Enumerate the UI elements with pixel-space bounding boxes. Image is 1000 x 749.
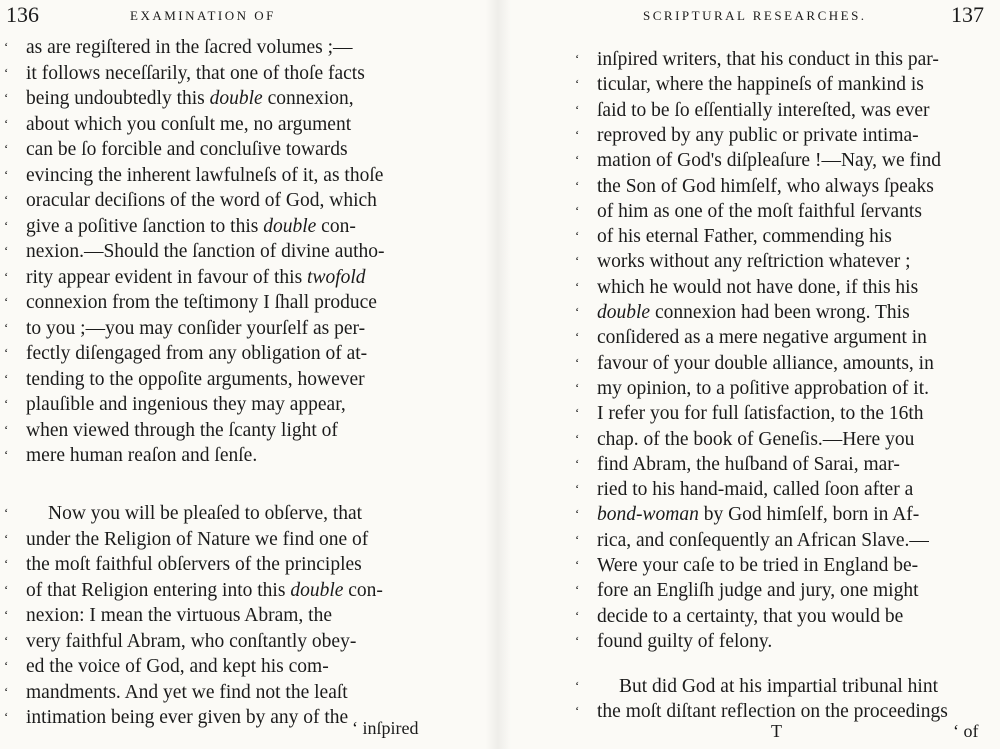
quote-mark: ‘ [4,658,9,673]
text-line: ‘ ed the voice of God, and kept his com- [4,653,329,679]
text-line: ‘ my opinion, to a poſitive approbation of it. [575,375,929,401]
quote-mark: ‘ [575,678,580,693]
text-line: ‘ fectly diſengaged from any obligation of at- [4,340,367,366]
quote-mark: ‘ [575,354,580,370]
text-line: ‘ very faithful Abram, who conſtantly obey- [4,628,356,654]
quote-mark: ‘ [4,319,9,335]
quote-mark: ‘ [4,530,9,546]
quote-mark: ‘ [4,396,9,411]
italic-word: double [263,215,317,237]
quote-mark: ‘ [4,607,9,622]
quote-mark: ‘ [575,481,580,497]
text-line: ‘ chap. of the book of Geneſis.—Here you [575,426,914,452]
text-line: ‘ ticular, where the happineſs of mankind is [575,71,924,97]
quote-mark: ‘ [575,304,580,319]
text-line: ‘ of that Religion entering into this double con- [4,577,383,603]
text-line: ‘ Were your caſe to be tried in England be- [575,552,918,578]
quote-mark: ‘ [575,101,580,117]
quote-mark: ‘ [4,141,9,156]
text-line: ‘ the Son of God himſelf, who always ſpeaks [575,173,934,199]
text-line: ‘ mandments. And yet we find not the leaſt [4,679,348,705]
text-line: ‘ mere human reaſon and ſenſe. [4,442,257,468]
quote-mark: ‘ [575,703,580,719]
quote-mark: ‘ [575,607,580,623]
quote-mark: ‘ [575,632,580,648]
text-line: ‘ the moſt faithful obſervers of the principles [4,551,362,577]
quote-mark: ‘ [4,581,9,597]
quote-mark: ‘ [575,405,580,421]
text-line: ‘ plauſible and ingenious they may appear, [4,391,346,417]
italic-word: bond-woman [597,504,699,526]
running-head: EXAMINATION OF [130,8,276,23]
text-line: ‘ ried to his hand-maid, called ſoon after a [575,476,913,502]
catchword: ‘ inſpired [352,718,419,738]
quote-mark: ‘ [4,556,9,571]
text-line: ‘ of his eternal Father, commending his [575,223,892,249]
quote-mark: ‘ [4,505,9,520]
quote-mark: ‘ [575,126,580,142]
quote-mark: ‘ [4,709,9,724]
italic-word: double [597,302,651,323]
quote-mark: ‘ [4,243,9,258]
quote-mark: ‘ [575,76,580,92]
text-line: ‘ nexion: I mean the virtuous Abram, the [4,602,332,628]
quote-mark: ‘ [575,152,580,168]
quote-mark: ‘ [575,278,580,294]
text-line: ‘ give a poſitive ſanction to this double con- [4,213,356,239]
catchword: ‘ of [953,721,979,741]
text-line: ‘ tending to the oppoſite arguments, however [4,366,365,392]
text-line: ‘ bond-woman by God himſelf, born in Af- [575,501,919,527]
quote-mark: ‘ [575,228,580,244]
quote-mark: ‘ [4,632,9,648]
quote-mark: ‘ [575,202,580,218]
quote-mark: ‘ [4,268,9,284]
right-page [505,0,1000,749]
quote-mark: ‘ [4,447,9,462]
text-line: ‘ under the Religion of Nature we find one of [4,526,368,552]
quote-mark: ‘ [4,683,9,699]
page-number: 136 [6,2,39,27]
text-line: ‘ works without any reſtriction whatever ; [575,248,911,274]
quote-mark: ‘ [4,217,9,233]
quote-mark: ‘ [575,379,580,395]
text-line: ‘ as are regiſtered in the ſacred volumes ;— [4,34,353,60]
quote-mark: ‘ [4,421,9,437]
quote-mark: ‘ [4,345,9,360]
quote-mark: ‘ [4,90,9,105]
quote-mark: ‘ [575,531,580,547]
italic-word: double [290,579,344,601]
text-line: ‘ the moſt diſtant reflection on the proceedings [575,698,948,724]
quote-mark: ‘ [575,51,580,66]
text-line: ‘ But did God at his impartial tribunal hint [575,673,938,699]
quote-mark: ‘ [4,294,9,309]
signature-mark: T [771,721,782,741]
quote-mark: ‘ [575,455,580,471]
text-line: ‘ to you ;—you may conſider yourſelf as per- [4,315,365,341]
text-line: ‘ Now you will be pleaſed to obſerve, that [4,500,362,526]
text-line: ‘ mation of God's diſpleaſure !—Nay, we find [575,147,941,173]
text-line: ‘ rity appear evident in favour of this twofold [4,264,366,290]
quote-mark: ‘ [575,557,580,572]
quote-mark: ‘ [575,253,580,269]
text-line: ‘ favour of your double alliance, amounts, in [575,350,934,376]
text-line: ‘ intimation being ever given by any of the [4,704,348,730]
text-line: ‘ inſpired writers, that his conduct in this par- [575,46,939,72]
text-line: ‘ being undoubtedly this double connexion, [4,85,354,111]
text-line: ‘ conſidered as a mere negative argument in [575,324,927,350]
quote-mark: ‘ [575,430,580,446]
italic-word: double [209,88,263,109]
text-line: ‘ double connexion had been wrong. This [575,299,910,325]
quote-mark: ‘ [4,370,9,386]
text-line: ‘ nexion.—Should the ſanction of divine autho- [4,238,385,264]
text-line: ‘ decide to a certainty, that you would be [575,603,903,629]
text-line: ‘ I refer you for full ſatisfaction, to the 16th [575,400,924,426]
text-line: ‘ connexion from the teſtimony I ſhall produce [4,289,377,315]
quote-mark: ‘ [575,506,580,522]
italic-word: twofold [307,266,366,288]
text-line: ‘ when viewed through the ſcanty light of [4,417,338,443]
text-line: ‘ of him as one of the moſt faithful ſervants [575,198,922,224]
text-line: ‘ rica, and conſequently an African Slave.— [575,527,929,553]
page-number: 137 [951,2,984,27]
quote-mark: ‘ [4,39,9,54]
quote-mark: ‘ [575,582,580,598]
quote-mark: ‘ [4,115,9,131]
quote-mark: ‘ [575,177,580,193]
text-line: ‘ find Abram, the huſband of Sarai, mar- [575,451,900,477]
text-line: ‘ can be ſo forcible and concluſive towards [4,136,348,162]
text-line: ‘ which he would not have done, if this his [575,274,918,300]
text-line: ‘ ſaid to be ſo eſſentially intereſted, was ever [575,97,929,123]
running-head: SCRIPTURAL RESEARCHES. [643,8,867,23]
text-line: ‘ oracular deciſions of the word of God, which [4,187,377,213]
text-line: ‘ found guilty of felony. [575,628,772,654]
quote-mark: ‘ [4,192,9,207]
text-line: ‘ reproved by any public or private intima- [575,122,919,148]
text-line: ‘ fore an Engliſh judge and jury, one might [575,577,919,603]
text-line: ‘ evincing the inherent lawfulneſs of it, as thoſe [4,162,383,188]
left-page [0,0,490,749]
text-line: ‘ about which you conſult me, no argument [4,111,351,137]
quote-mark: ‘ [4,166,9,182]
quote-mark: ‘ [4,64,9,80]
text-line: ‘ it follows neceſſarily, that one of thoſe facts [4,60,365,86]
quote-mark: ‘ [575,329,580,345]
